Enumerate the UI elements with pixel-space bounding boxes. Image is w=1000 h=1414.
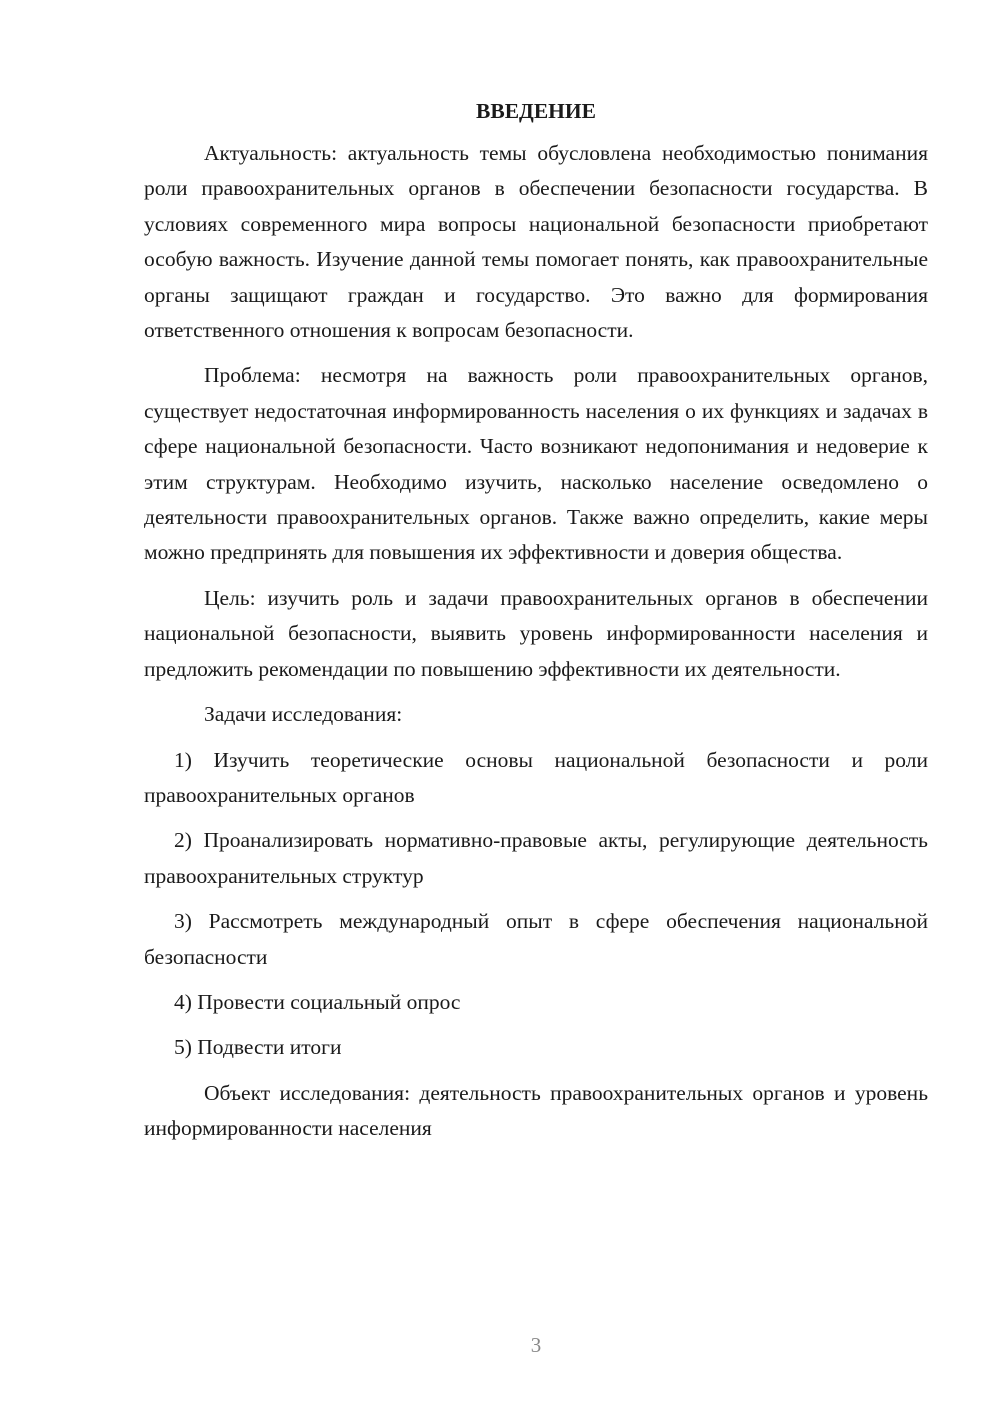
task-item-1: 1) Изучить теоретические основы национальной безопасности и роли правоохранительных органов — [144, 747, 928, 807]
paragraph-tasks-heading: Задачи исследования: — [204, 702, 403, 727]
task-item-2: 2) Проанализировать нормативно-правовые акты, регулирующие деятельность правоохранительных структур — [144, 828, 928, 888]
task-item-5: 5) Подвести итоги — [174, 1035, 342, 1060]
paragraph-object: Объект исследования: деятельность правоохранительных органов и уровень информированности населения — [144, 1080, 928, 1141]
page-number: 3 — [530, 1333, 542, 1357]
page-body — [144, 98, 928, 1157]
task-item-3: 3) Рассмотреть международный опыт в сфере обеспечения национальной безопасности — [144, 909, 928, 969]
paragraph-problem: Проблема: несмотря на важность роли правоохранительных органов, существует недостаточная информированность населения о их функциях и задачах в сфере национальной безопасности. Часто возникают недопонимания и недоверие к этим структурам. Необходимо изучить, насколько население осведомлено о деятельности правоохранительных органов. Также важно определить, какие меры можно предпринять для повышения их эффективности и доверия общества. — [144, 363, 928, 565]
task-item-4: 4) Провести социальный опрос — [174, 989, 461, 1014]
paragraph-relevance: Актуальность: актуальность темы обусловлена необходимостью понимания роли правоохранительных органов в обеспечении безопасности государства. В условиях современного мира вопросы национальной безопасности приобретают особую важность. Изучение данной темы помогает понять, как правоохранительные органы защищают граждан и государство. Это важно для формирования ответственного отношения к вопросам безопасности. — [144, 141, 928, 343]
paragraph-goal: Цель: изучить роль и задачи правоохранительных органов в обеспечении национальной безопасности, выявить уровень информированности населения и предложить рекомендации по повышению эффективности их деятельности. — [144, 585, 928, 681]
section-heading: ВВЕДЕНИЕ — [476, 99, 596, 123]
